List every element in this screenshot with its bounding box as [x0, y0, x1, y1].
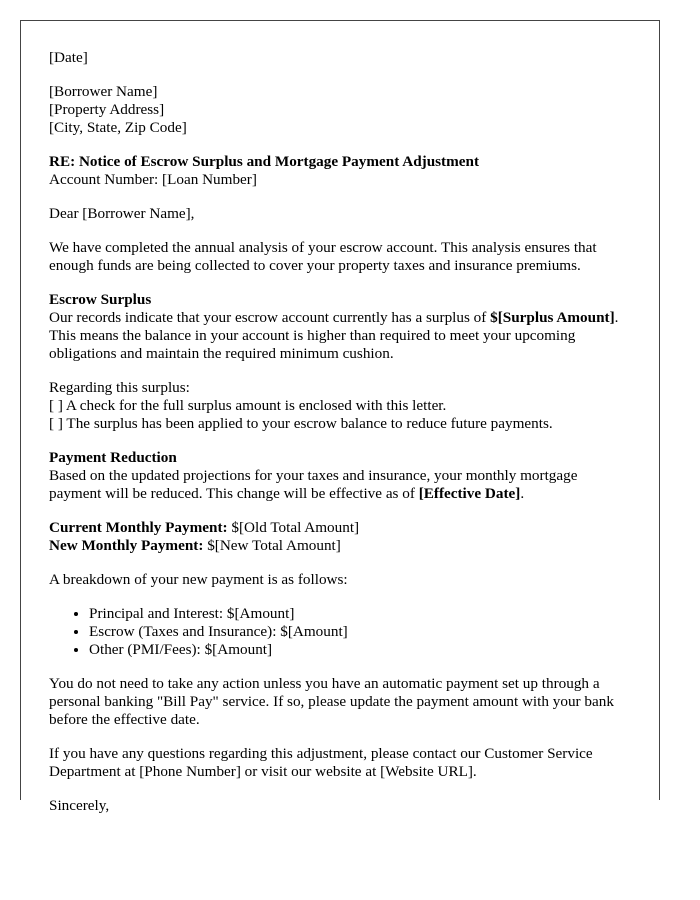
current-payment-value: $[Old Total Amount] [227, 519, 360, 536]
escrow-surplus-section [49, 291, 631, 363]
surplus-amount: $[Surplus Amount] [490, 309, 615, 326]
option-surplus-applied: [ ] The surplus has been applied to your escrow balance to reduce future payments. [49, 415, 553, 432]
current-payment-label: Current Monthly Payment: [49, 519, 228, 536]
letter-page [20, 20, 660, 814]
subject-block [49, 153, 631, 189]
option-check-enclosed: [ ] A check for the full surplus amount is enclosed with this letter. [49, 397, 447, 414]
closing: Sincerely, [49, 797, 110, 814]
regarding-label: Regarding this surplus: [49, 379, 190, 396]
effective-date: [Effective Date] [418, 485, 521, 502]
letter-date: [Date] [49, 49, 88, 66]
account-number-line: Account Number: [Loan Number] [49, 171, 257, 188]
breakdown-list [49, 605, 631, 659]
breakdown-principal-interest: • Principal and Interest: $[Amount] [89, 605, 631, 623]
payment-reduction-heading: Payment Reduction [49, 449, 177, 466]
action-paragraph: You do not need to take any action unless you have an automatic payment set up through a personal banking "Bill Pay" service. If so, please update the payment amount with your bank before the effective date. [49, 675, 614, 728]
new-payment-label: New Monthly Payment: [49, 537, 204, 554]
re-line: RE: Notice of Escrow Surplus and Mortgage Payment Adjustment [49, 153, 480, 170]
regarding-surplus-section [49, 379, 631, 433]
reduction-text-after: . [520, 485, 525, 502]
surplus-text-before: Our records indicate that your escrow account currently has a surplus of [49, 309, 491, 326]
payment-amounts [49, 519, 631, 555]
current-payment-line [49, 519, 631, 537]
salutation: Dear [Borrower Name], [49, 205, 195, 222]
surplus-text-after: . This means the balance in your account is higher than required to meet your upcoming obligations and maintain the required minimum cushion. [49, 309, 619, 362]
recipient-city-state-zip: [City, State, Zip Code] [49, 119, 187, 136]
new-payment-value: $[New Total Amount] [203, 537, 341, 554]
new-payment-line [49, 537, 631, 555]
breakdown-intro: A breakdown of your new payment is as follows: [49, 571, 348, 588]
intro-paragraph: We have completed the annual analysis of your escrow account. This analysis ensures that enough funds are being collected to cover your property taxes and insurance premiums. [49, 239, 597, 274]
breakdown-escrow: • Escrow (Taxes and Insurance): $[Amount] [89, 623, 631, 641]
payment-reduction-section [49, 449, 631, 503]
letter-body [21, 21, 659, 815]
recipient-name: [Borrower Name] [49, 83, 158, 100]
breakdown-other: • Other (PMI/Fees): $[Amount] [89, 641, 631, 659]
recipient-block [49, 83, 631, 137]
recipient-address: [Property Address] [49, 101, 165, 118]
reduction-text-before: Based on the updated projections for your taxes and insurance, your monthly mortgage payment will be reduced. This change will be effective as of [49, 467, 578, 502]
contact-paragraph: If you have any questions regarding this adjustment, please contact our Customer Service Department at [Phone Number] or visit our website at [Website URL]. [49, 745, 593, 780]
escrow-surplus-heading: Escrow Surplus [49, 291, 152, 308]
